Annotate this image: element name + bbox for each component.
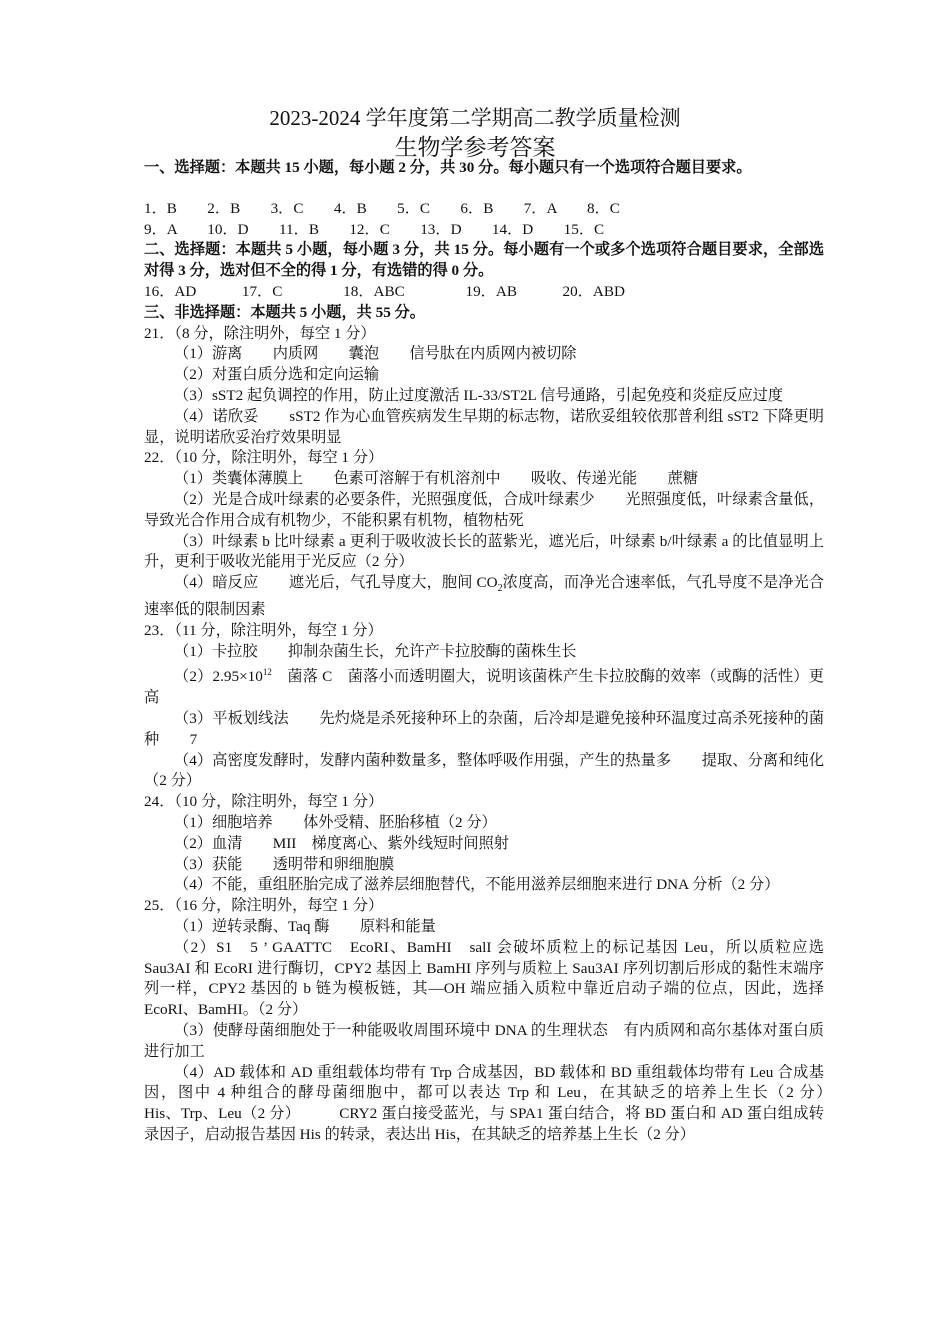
q22-answer-1: （1）类囊体薄膜上 色素可溶解于有机溶剂中 吸收、传递光能 蔗糖: [174, 470, 698, 488]
section-3-heading: 三、非选择题：本题共 5 小题，共 55 分。: [144, 303, 425, 321]
q22-answer-4-text-rest: 浓度高，而净光合速率低，气孔导度不是净光合速率低的限制因素: [144, 574, 825, 618]
q24-answer-4: （4）不能，重组胚胎完成了滋养层细胞替代，不能用滋养层细胞来进行 DNA 分析（2 分）: [174, 876, 780, 894]
q21-answer-4: （4）诺欣妥 sST2 作为心血管疾病发生早期的标志物，诺欣妥组较依那普利组 sST2 下降更明显，说明诺欣妥治疗效果明显: [144, 407, 824, 446]
mcq-answers-row-2: 9．A 10．D 11．B 12．C 13．D 14．D 15．C: [144, 220, 605, 238]
q24-heading: 24．（10 分，除注明外，每空 1 分）: [144, 793, 384, 811]
answer-body: [144, 158, 870, 1146]
q24-answer-3: （3）获能 透明带和卵细胞膜: [174, 855, 395, 873]
multi-answers-row: 16．AD 17．C 18．ABC 19．AB 20．ABD: [144, 282, 625, 300]
document-title: 2023-2024 学年度第二学期高二教学质量检测: [269, 106, 681, 130]
q21-answer-2: （2）对蛋白质分选和定向运输: [174, 366, 380, 384]
q21-answer-3: （3）sST2 起负调控的作用，防止过度激活 IL-33/ST2L 信号通路，引起免疫和炎症反应过度: [174, 386, 784, 404]
section-1-heading: 一、选择题：本题共 15 小题，每小题 2 分，共 30 分。每小题只有一个选项符合题目要求。: [144, 159, 752, 176]
q24-answer-2: （2）血清 MII 梯度离心、紫外线短时间照射: [174, 834, 509, 852]
q23-answer-2-text-rest: 菌落 C 菌落小而透明圈大，说明该菌株产生卡拉胶酶的效率（或酶的活性）更高: [144, 668, 824, 707]
section-2-heading: 二、选择题：本题共 5 小题，每小题 3 分，共 15 分。每小题有一个或多个选项符合题目要求，全部选对得 3 分，选对但不全的得 1 分，有选错的得 0 分。: [144, 241, 824, 280]
q23-answer-3: （3）平板划线法 先灼烧是杀死接种环上的杂菌，后冷却是避免接种环温度过高杀死接种的菌种 7: [144, 710, 824, 748]
q22-answer-2: （2）光是合成叶绿素的必要条件，光照强度低，合成叶绿素少 光照强度低，叶绿素含量低，导致光合作用合成有机物少，不能积累有机物，植物枯死: [144, 490, 824, 529]
co2-subscript: 2: [497, 583, 503, 595]
q25-answer-1: （1）逆转录酶、Taq 酶 原料和能量: [174, 917, 436, 935]
q22-answer-4: [144, 573, 824, 621]
q22-answer-4-text: （4）暗反应 遮光后，气孔导度大，胞间 CO: [174, 574, 498, 592]
document-subtitle: 生物学参考答案: [394, 135, 556, 160]
q22-heading: 22．（10 分，除注明外，每空 1 分）: [144, 449, 384, 467]
q21-heading: 21．（8 分，除注明外，每空 1 分）: [144, 324, 376, 342]
spacer: [144, 179, 824, 199]
q25-answer-4: （4）AD 载体和 AD 重组载体均带有 Trp 合成基因，BD 载体和 BD 重组载体均带有 Leu 合成基因，图中 4 种组合的酵母菌细胞中，都可以表达 Trp 和 Leu，在其缺乏的培养上生长（2 分） His、Trp、Leu（2 分） CRY2 蛋白接受蓝光，与 SPA1 蛋白结合，将 BD 蛋白和 AD 蛋白组成转录因子，启动报告基因 His 的转录，表达出 His，在其缺乏的培养基上生长（2 分）: [144, 1063, 870, 1143]
q21-answer-1: （1）游离 内质网 囊泡 信号肽在内质网内被切除: [174, 345, 577, 363]
exponent-superscript: 12: [262, 667, 272, 678]
q24-answer-1: （1）细胞培养 体外受精、胚胎移植（2 分）: [174, 814, 497, 831]
q25-answer-3: （3）使酵母菌细胞处于一种能吸收周围环境中 DNA 的生理状态 有内质网和高尔基体对蛋白质进行加工: [144, 1021, 824, 1060]
mcq-answers-row-1: 1．B 2．B 3．C 4．B 5．C 6．B 7．A 8．C: [144, 199, 620, 217]
q25-answer-2: （2）S1 5 ’ GAATTC EcoRI、BamHI salI 会破坏质粒上的标记基因 Leu，所以质粒应选 Sau3AI 和 EcoRI 进行酶切，CPY2 基因上 BamHI 序列与质粒上 Sau3AI 序列切割后形成的黏性末端序列一样，CPY2 基因的 b 链为模板链，其—OH 端应插入质粒中靠近启动子端的位点，因此，选择 EcoRI、BamHI。（2 分）: [144, 938, 824, 1019]
q22-answer-3: （3）叶绿素 b 比叶绿素 a 更利于吸收波长长的蓝紫光，遮光后，叶绿素 b/叶绿素 a 的比值显明上升，更利于吸收光能用于光反应（2 分）: [144, 532, 824, 571]
q23-answer-1: （1）卡拉胶 抑制杂菌生长，允许产卡拉胶酶的菌株生长: [174, 642, 577, 660]
q23-answer-2: [144, 662, 824, 709]
q23-answer-4: （4）高密度发酵时，发酵内菌种数量多，整体呼吸作用强，产生的热量多 提取、分离和纯化（2 分）: [144, 751, 824, 790]
q23-answer-2-text: （2）2.95×10: [174, 668, 263, 686]
q23-heading: 23．（11 分，除注明外，每空 1 分）: [144, 621, 383, 639]
q25-heading: 25．（16 分，除注明外，每空 1 分）: [144, 897, 384, 915]
